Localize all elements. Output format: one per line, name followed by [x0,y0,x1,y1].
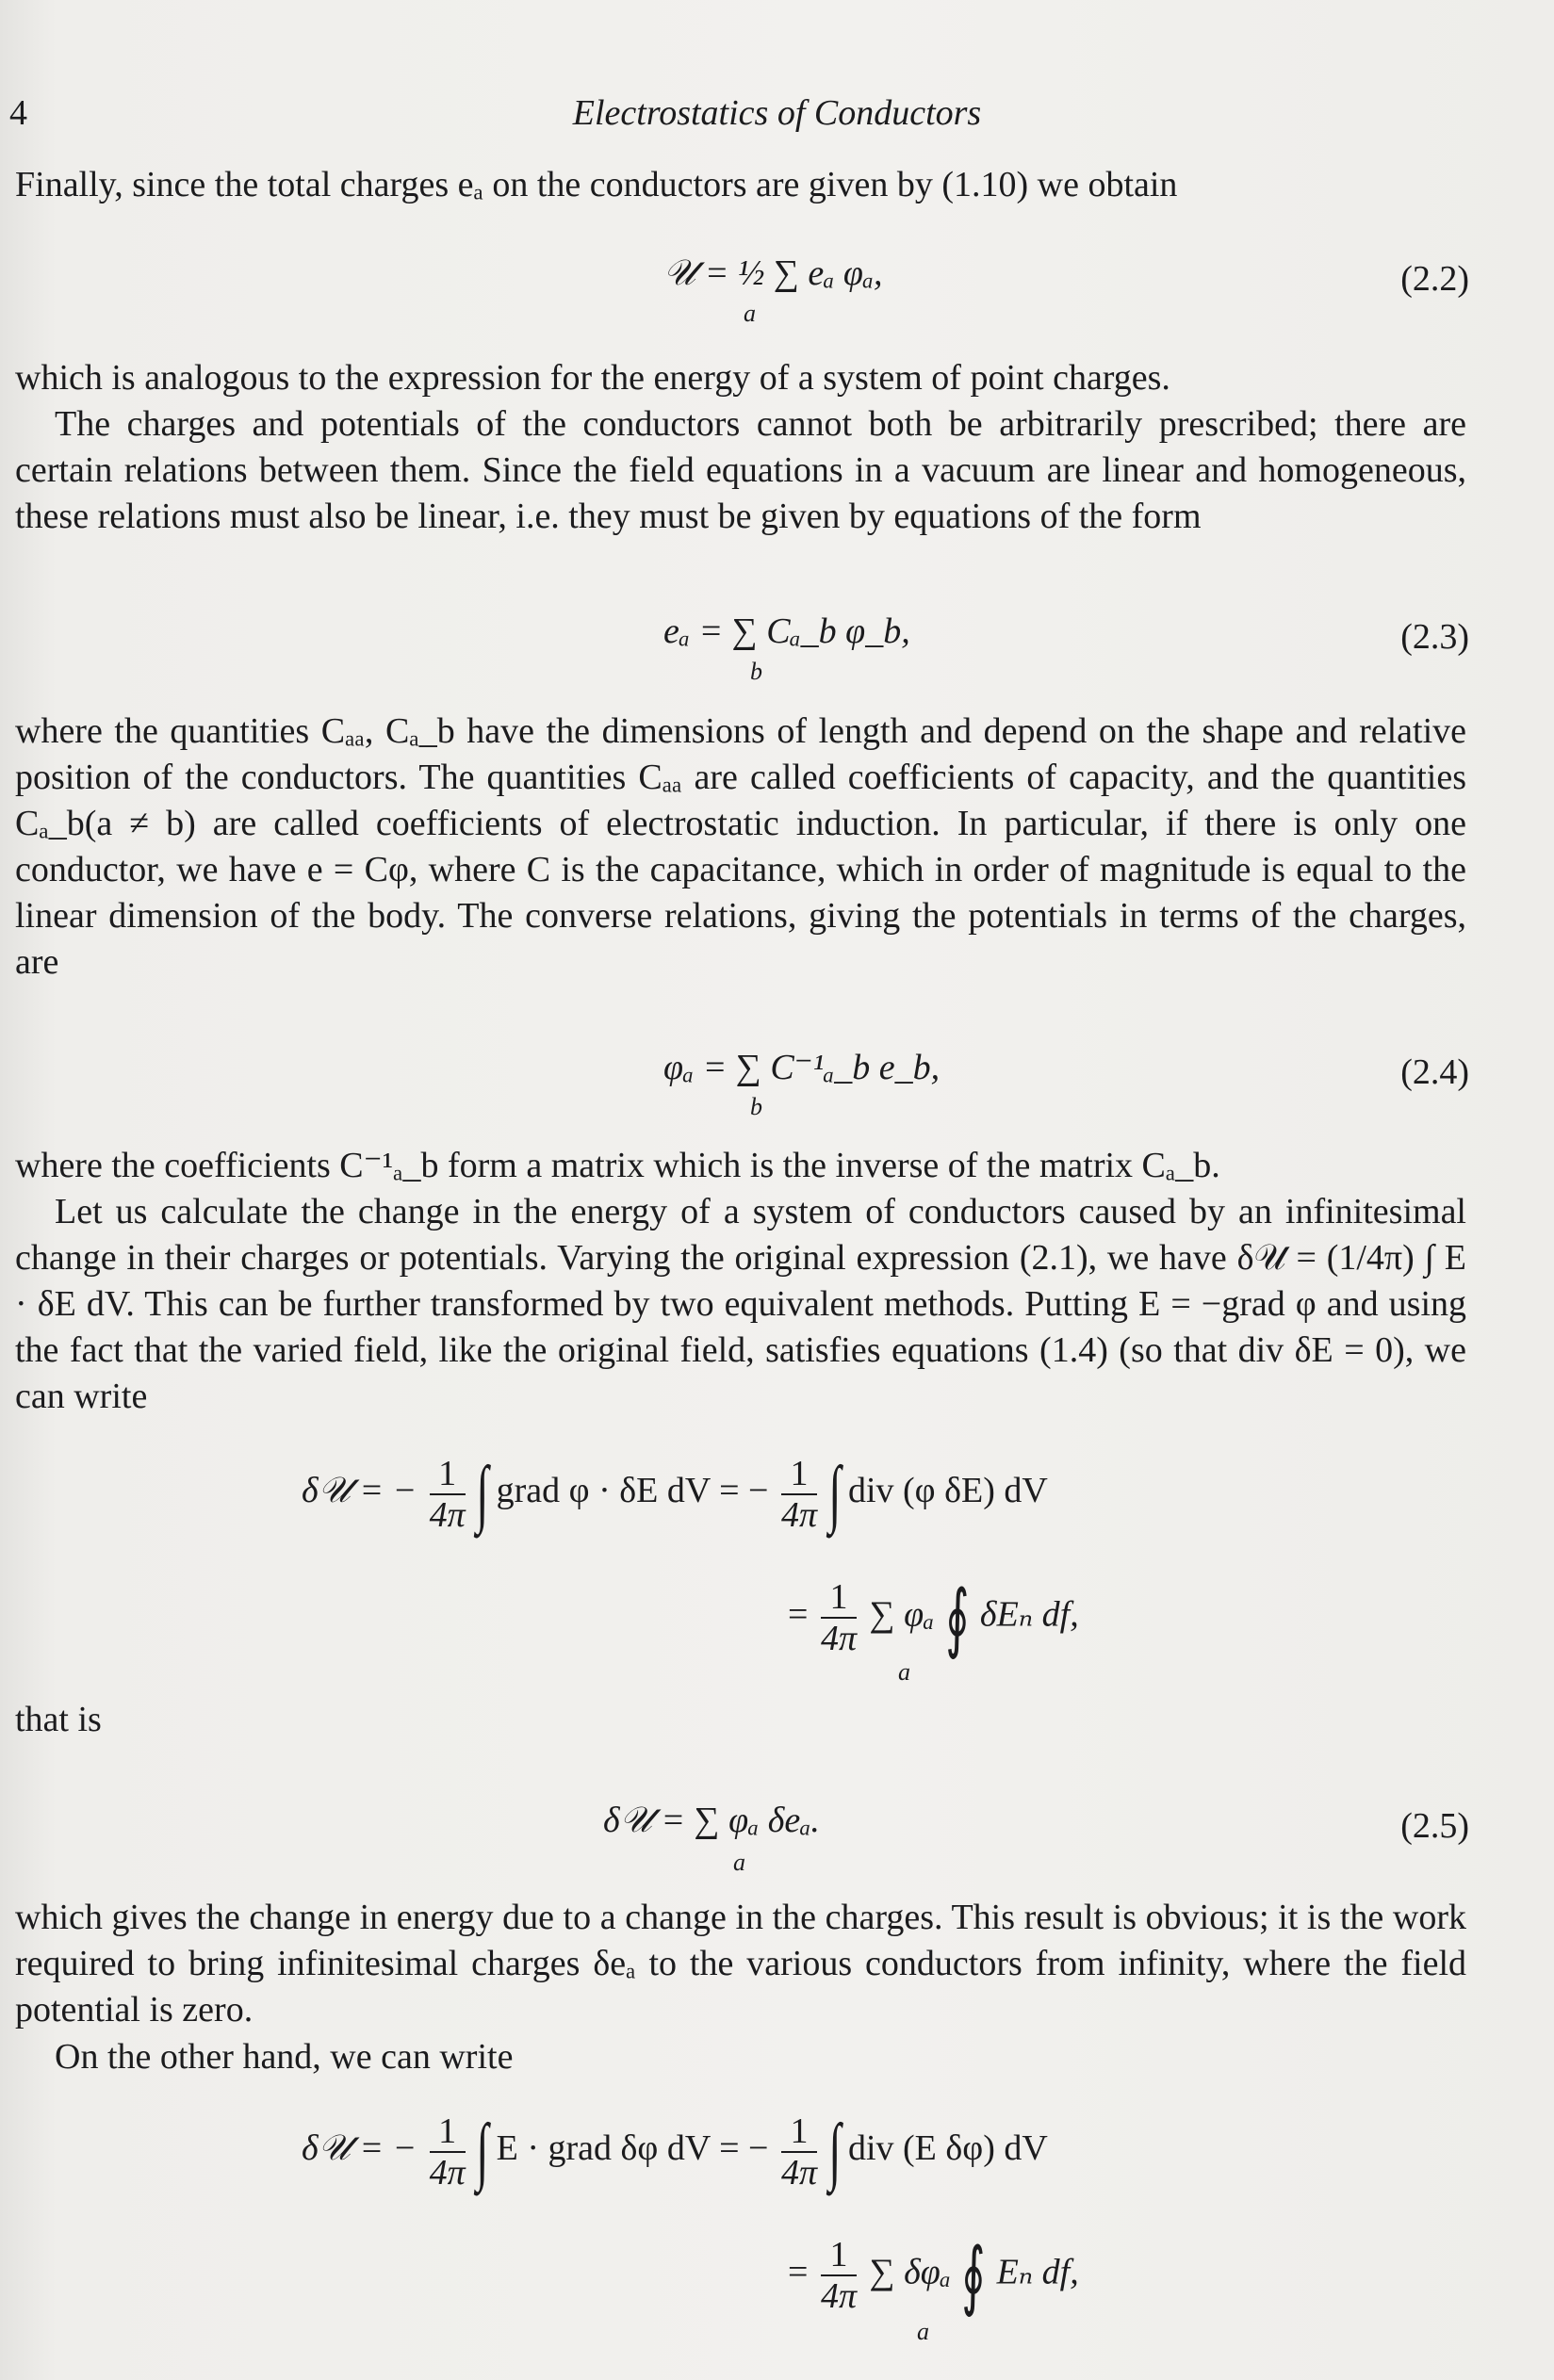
equation-number: (2.3) [1400,617,1469,657]
equation-expression: φₐ = ∑ C⁻¹ₐ_b e_b, [663,1048,941,1087]
equation-2-4 [0,1046,1554,1121]
integral-sign: ∫ [476,2110,489,2193]
paragraph-1: Finally, since the total charges eₐ on the conductors are given by (1.10) we obtain [15,165,1178,204]
equation-line-2 [788,2231,1079,2320]
contour-integral-sign: ∮ [961,2235,986,2318]
sum-index: a [898,1658,910,1686]
integrand-1: E · grad δφ dV = − [496,2128,769,2169]
fraction-numerator: 1 [821,1577,857,1619]
sum-term: ∑ δφₐ [869,2252,951,2292]
equation-2-3 [0,611,1554,686]
fraction-denominator: 4π [820,1619,857,1658]
integrand-2: div (E δφ) dV [847,2128,1048,2169]
integral-sign: ∫ [476,1452,489,1535]
equation-2-2 [0,253,1554,328]
equation-line-1 [302,1451,1048,1537]
equation-number: (2.2) [1400,259,1469,299]
sum-index: b [750,1093,762,1120]
fraction [430,2111,466,2193]
page-header [0,92,1554,139]
fraction [821,2235,857,2316]
paragraph-6: Let us calculate the change in the energy of a system of conductors caused by an infinitesimal change in their charges or potentials. Varying the original expression (2.1), we have δ𝒰 = (1/4π) ∫ E · δE dV. This can be further transformed by two equivalent methods. Putting E = −grad φ and using the fact that the varied field, like the original field, satisfies equations (1.4) (so that div δE = 0), we can write [15,1192,1466,1416]
integral-sign: ∫ [827,1452,842,1535]
paragraph-7: that is [15,1700,102,1739]
integrand-tail: δEₙ df, [979,1594,1079,1635]
equation-line-1 [302,2109,1048,2194]
contour-integral-sign: ∮ [945,1577,970,1660]
fraction-numerator: 1 [430,2111,466,2153]
equation-number: (2.4) [1400,1052,1469,1092]
fraction [821,1577,857,1658]
equation-expression: eₐ = ∑ Cₐ_b φ_b, [663,611,910,651]
fraction-denominator: 4π [429,2152,466,2193]
fraction-denominator: 4π [780,2152,818,2193]
sum-index: a [917,2318,929,2345]
equation-number: (2.5) [1400,1806,1469,1846]
paragraph-8: which gives the change in energy due to a change in the charges. This result is obvious; it is the work required to bring infinitesimal charges δeₐ to the various conductors from infinity, where the field potential is zero. [15,1898,1466,2030]
fraction-numerator: 1 [781,1454,817,1495]
equals-sign: = [788,2252,809,2292]
paragraph-4: where the quantities Cₐₐ, Cₐ_b have the dimensions of length and depend on the shape and relative position of the conductors. The quantities Cₐₐ are called coefficients of capacity, and the quantities Cₐ_b(a ≠ b) are called coefficients of electrostatic induction. In particular, if there is only one conductor, we have e = Cφ, where C is the capacitance, which in order of magnitude is equal to the linear dimension of the body. The converse relations, giving the potentials in terms of the charges, are [15,711,1466,982]
fraction-denominator: 4π [780,1494,818,1535]
fraction-numerator: 1 [781,2111,817,2153]
fraction [781,1454,817,1535]
integrand-2: div (φ δE) dV [847,1471,1048,1511]
equation-line-2 [788,1573,1079,1662]
equation-lhs: δ𝒰 = − [302,2128,417,2169]
integrand-tail: Eₙ df, [996,2252,1079,2292]
sum-term: ∑ φₐ [869,1594,935,1635]
fraction-numerator: 1 [430,1454,466,1495]
equals-sign: = [788,1594,809,1635]
equation-expression: 𝒰 = ½ ∑ eₐ φₐ, [663,253,883,293]
running-head: Electrostatics of Conductors [572,93,982,133]
equation-variation-charges [0,1451,1554,1705]
page-number: 4 [9,93,27,133]
equation-2-5 [0,1800,1554,1875]
equation-lhs: δ𝒰 = − [302,1471,417,1511]
paragraph-9: On the other hand, we can write [55,2037,514,2077]
paragraph-3: The charges and potentials of the conductors cannot both be arbitrarily prescribed; there are certain relations between them. Since the field equations in a vacuum are linear and homogeneous, these relations must also be linear, i.e. they must be given by equations of the form [15,404,1466,536]
equation-variation-potentials [0,2109,1554,2372]
integrand-1: grad φ · δE dV = − [496,1471,769,1511]
fraction [781,2111,817,2193]
sum-index: b [750,658,762,685]
sum-index: a [733,1849,745,1876]
integral-sign: ∫ [827,2110,842,2193]
paragraph-5: where the coefficients C⁻¹ₐ_b form a matrix which is the inverse of the matrix Cₐ_b. [15,1146,1220,1185]
fraction [430,1454,466,1535]
fraction-denominator: 4π [429,1494,466,1535]
paragraph-2: which is analogous to the expression for the energy of a system of point charges. [15,358,1170,398]
fraction-numerator: 1 [821,2235,857,2276]
equation-expression: δ𝒰 = ∑ φₐ δeₐ. [603,1801,820,1840]
fraction-denominator: 4π [820,2276,857,2316]
sum-index: a [744,300,756,327]
